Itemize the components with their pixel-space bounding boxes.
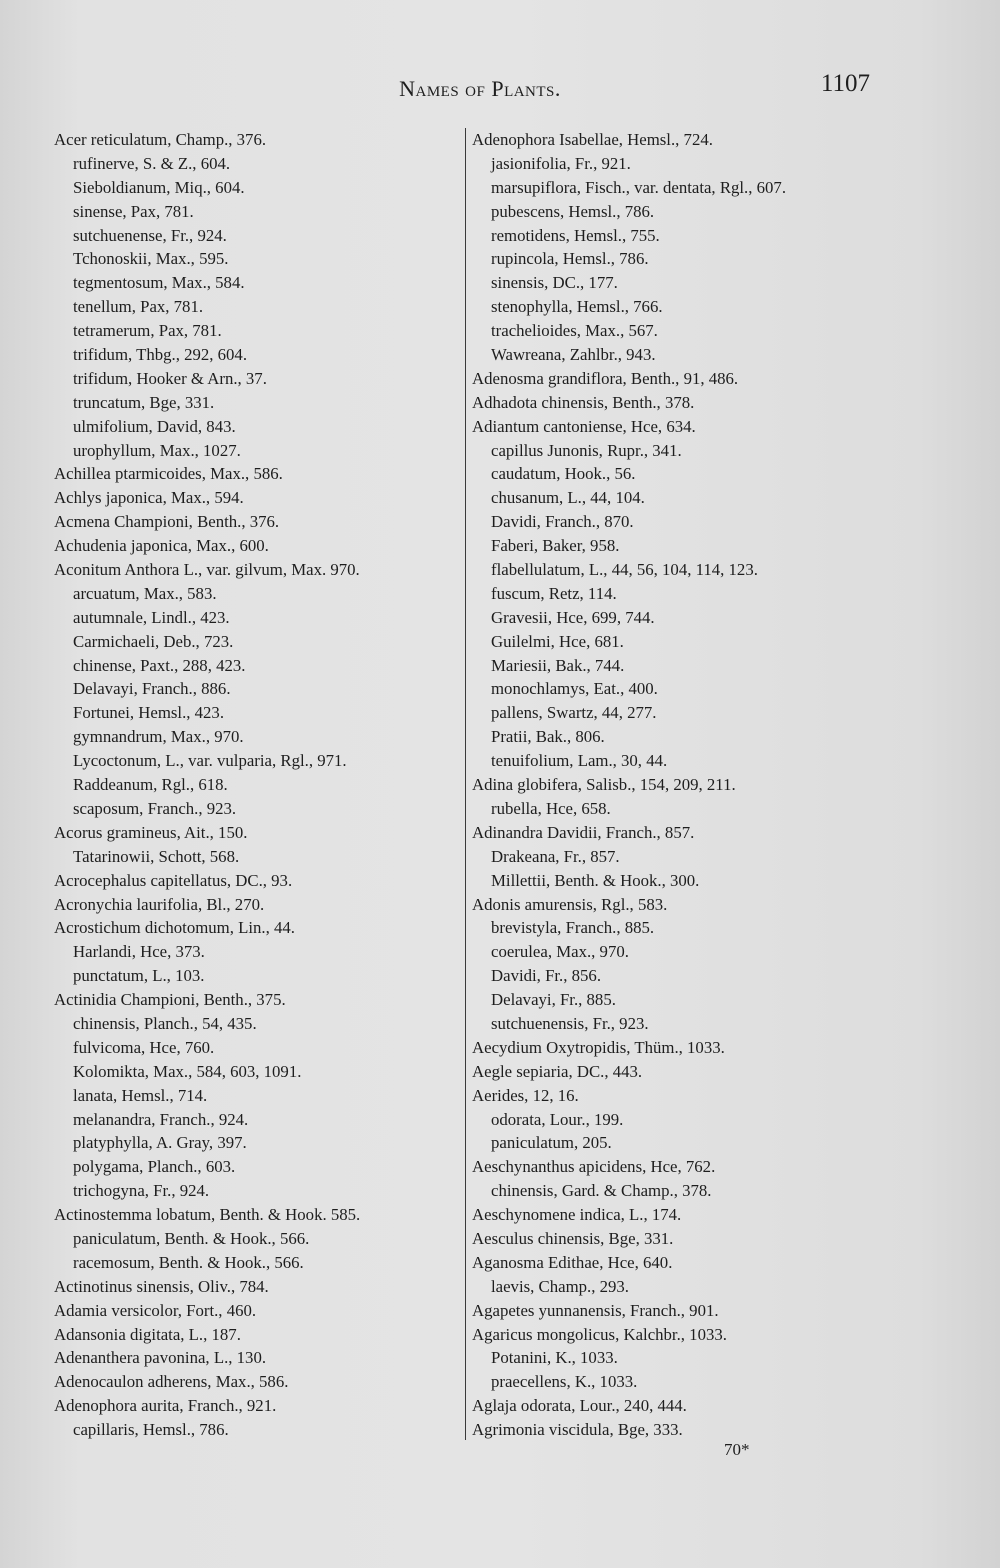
index-subentry: stenophylla, Hemsl., 766. — [491, 297, 663, 317]
index-subentry: Potanini, K., 1033. — [491, 1348, 618, 1368]
index-subentry: coerulea, Max., 970. — [491, 942, 629, 962]
index-subentry: Davidi, Franch., 870. — [491, 512, 634, 532]
index-subentry: praecellens, K., 1033. — [491, 1372, 638, 1392]
index-entry: Aconitum Anthora L., var. gilvum, Max. 970. — [54, 560, 360, 580]
index-subentry: Delavayi, Franch., 886. — [73, 679, 231, 699]
index-entry: Agaricus mongolicus, Kalchbr., 1033. — [472, 1324, 727, 1344]
index-entry: Adenocaulon adherens, Max., 586. — [54, 1372, 289, 1392]
index-subentry: lanata, Hemsl., 714. — [73, 1085, 208, 1105]
index-subentry: Delavayi, Fr., 885. — [491, 990, 616, 1010]
index-entry: Adenosma grandiflora, Benth., 91, 486. — [472, 368, 739, 388]
index-entry: Adansonia digitata, L., 187. — [54, 1324, 241, 1344]
index-subentry: tenuifolium, Lam., 30, 44. — [491, 751, 668, 771]
index-entry: Actinotinus sinensis, Oliv., 784. — [54, 1276, 269, 1296]
index-entry: Acer reticulatum, Champ., 376. — [54, 130, 267, 149]
index-subentry: chinensis, Planch., 54, 435. — [73, 1013, 257, 1033]
index-subentry: racemosum, Benth. & Hook., 566. — [73, 1252, 304, 1272]
page-number: 1107 — [820, 70, 870, 97]
index-subentry: rubella, Hce, 658. — [491, 798, 611, 818]
index-subentry: punctatum, L., 103. — [73, 966, 205, 986]
index-subentry: Wawreana, Zahlbr., 943. — [491, 345, 656, 365]
index-subentry: arcuatum, Max., 583. — [73, 583, 217, 603]
index-subentry: sutchuenensis, Fr., 923. — [491, 1013, 649, 1033]
index-subentry: Lycoctonum, L., var. vulparia, Rgl., 971. — [73, 751, 347, 771]
index-entry: Adonis amurensis, Rgl., 583. — [472, 894, 668, 914]
index-subentry: Sieboldianum, Miq., 604. — [73, 177, 245, 197]
index-entry: Achillea ptarmicoides, Max., 586. — [54, 464, 283, 484]
index-subentry: Faberi, Baker, 958. — [491, 536, 620, 556]
index-subentry: brevistyla, Franch., 885. — [491, 918, 655, 938]
index-subentry: Mariesii, Bak., 744. — [491, 655, 625, 675]
index-subentry: jasionifolia, Fr., 921. — [491, 153, 631, 173]
index-entry: Adinandra Davidii, Franch., 857. — [472, 822, 695, 842]
index-entry: Aganosma Edithae, Hce, 640. — [472, 1252, 673, 1272]
index-subentry: Drakeana, Fr., 857. — [491, 846, 620, 866]
index-subentry: fulvicoma, Hce, 760. — [73, 1037, 215, 1057]
index-subentry: pubescens, Hemsl., 786. — [491, 201, 655, 221]
index-subentry: chusanum, L., 44, 104. — [491, 488, 645, 508]
index-entry: Aegle sepiaria, DC., 443. — [472, 1061, 643, 1081]
index-subentry: pallens, Swartz, 44, 277. — [491, 703, 657, 723]
index-entry: Actinidia Championi, Benth., 375. — [54, 990, 286, 1010]
index-subentry: chinensis, Gard. & Champ., 378. — [491, 1181, 712, 1201]
index-entry: Adhadota chinensis, Benth., 378. — [472, 392, 695, 412]
index-subentry: sutchuenense, Fr., 924. — [73, 225, 227, 245]
index-subentry: paniculatum, Benth. & Hook., 566. — [73, 1228, 310, 1248]
index-subentry: fuscum, Retz, 114. — [491, 583, 617, 603]
index-subentry: Guilelmi, Hce, 681. — [491, 631, 624, 651]
index-subentry: gymnandrum, Max., 970. — [73, 727, 244, 747]
index-subentry: ulmifolium, David, 843. — [73, 416, 236, 436]
index-subentry: polygama, Planch., 603. — [73, 1157, 236, 1177]
index-entry: Acorus gramineus, Ait., 150. — [54, 822, 248, 842]
index-subentry: melanandra, Franch., 924. — [73, 1109, 249, 1129]
index-column-right — [472, 128, 882, 1442]
index-subentry: trachelioides, Max., 567. — [491, 321, 658, 341]
index-subentry: platyphylla, A. Gray, 397. — [73, 1133, 247, 1153]
index-subentry: capillaris, Hemsl., 786. — [73, 1420, 229, 1440]
index-entry: Achudenia japonica, Max., 600. — [54, 536, 269, 556]
index-subentry: Millettii, Benth. & Hook., 300. — [491, 870, 700, 890]
index-subentry: caudatum, Hook., 56. — [491, 464, 636, 484]
index-entry: Actinostemma lobatum, Benth. & Hook. 585. — [54, 1205, 361, 1225]
index-subentry: marsupiflora, Fisch., var. dentata, Rgl., 607. — [491, 177, 787, 197]
index-subentry: trichogyna, Fr., 924. — [73, 1181, 210, 1201]
index-subentry: rupincola, Hemsl., 786. — [491, 249, 649, 269]
index-subentry: Pratii, Bak., 806. — [491, 727, 605, 747]
index-subentry: chinense, Paxt., 288, 423. — [73, 655, 246, 675]
index-entry: Adenophora aurita, Franch., 921. — [54, 1396, 277, 1416]
index-subentry: Tatarinowii, Schott, 568. — [73, 846, 240, 866]
index-subentry: autumnale, Lindl., 423. — [73, 607, 230, 627]
index-entry: Aerides, 12, 16. — [472, 1085, 579, 1105]
index-subentry: capillus Junonis, Rupr., 341. — [491, 440, 682, 460]
index-entry: Acrostichum dichotomum, Lin., 44. — [54, 918, 295, 938]
index-entry: Achlys japonica, Max., 594. — [54, 488, 244, 508]
index-entry: Aeschynanthus apicidens, Hce, 762. — [472, 1157, 716, 1177]
index-subentry: Carmichaeli, Deb., 723. — [73, 631, 234, 651]
index-column-left — [54, 128, 464, 1442]
index-subentry: Harlandi, Hce, 373. — [73, 942, 205, 962]
index-entry: Aglaja odorata, Lour., 240, 444. — [472, 1396, 687, 1416]
index-entry: Acmena Championi, Benth., 376. — [54, 512, 280, 532]
index-subentry: Raddeanum, Rgl., 618. — [73, 775, 228, 795]
index-entry: Aesculus chinensis, Bge, 331. — [472, 1228, 674, 1248]
index-entry: Agapetes yunnanensis, Franch., 901. — [472, 1300, 719, 1320]
index-subentry: Tchonoskii, Max., 595. — [73, 249, 229, 269]
index-entry: Agrimonia viscidula, Bge, 333. — [472, 1420, 683, 1440]
index-subentry: paniculatum, 205. — [491, 1133, 612, 1153]
index-subentry: Gravesii, Hce, 699, 744. — [491, 607, 655, 627]
index-subentry: trifidum, Thbg., 292, 604. — [73, 345, 248, 365]
index-subentry: sinense, Pax, 781. — [73, 201, 194, 221]
index-subentry: sinensis, DC., 177. — [491, 273, 618, 293]
index-subentry: tenellum, Pax, 781. — [73, 297, 204, 317]
index-subentry: tegmentosum, Max., 584. — [73, 273, 245, 293]
index-subentry: laevis, Champ., 293. — [491, 1276, 629, 1296]
index-entry: Aeschynomene indica, L., 174. — [472, 1205, 682, 1225]
index-subentry: truncatum, Bge, 331. — [73, 392, 215, 412]
index-subentry: Davidi, Fr., 856. — [491, 966, 602, 986]
signature-mark: 70* — [724, 1440, 750, 1459]
index-subentry: urophyllum, Max., 1027. — [73, 440, 241, 460]
index-subentry: flabellulatum, L., 44, 56, 104, 114, 123. — [491, 560, 758, 580]
index-entry: Aecydium Oxytropidis, Thüm., 1033. — [472, 1037, 725, 1057]
running-head-title: Names of Plants. — [399, 76, 561, 101]
column-divider — [465, 128, 466, 1440]
index-entry: Acronychia laurifolia, Bl., 270. — [54, 894, 265, 914]
index-subentry: odorata, Lour., 199. — [491, 1109, 624, 1129]
index-entry: Adamia versicolor, Fort., 460. — [54, 1300, 257, 1320]
index-subentry: Fortunei, Hemsl., 423. — [73, 703, 225, 723]
index-subentry: rufinerve, S. & Z., 604. — [73, 153, 231, 173]
index-entry: Acrocephalus capitellatus, DC., 93. — [54, 870, 293, 890]
index-subentry: tetramerum, Pax, 781. — [73, 321, 222, 341]
index-subentry: monochlamys, Eat., 400. — [491, 679, 658, 699]
index-entry: Adiantum cantoniense, Hce, 634. — [472, 416, 696, 436]
index-entry: Adina globifera, Salisb., 154, 209, 211. — [472, 775, 736, 795]
index-subentry: scaposum, Franch., 923. — [73, 798, 237, 818]
index-subentry: trifidum, Hooker & Arn., 37. — [73, 368, 267, 388]
index-subentry: remotidens, Hemsl., 755. — [491, 225, 660, 245]
index-subentry: Kolomikta, Max., 584, 603, 1091. — [73, 1061, 302, 1081]
index-entry: Adenanthera pavonina, L., 130. — [54, 1348, 267, 1368]
index-entry: Adenophora Isabellae, Hemsl., 724. — [472, 130, 713, 149]
